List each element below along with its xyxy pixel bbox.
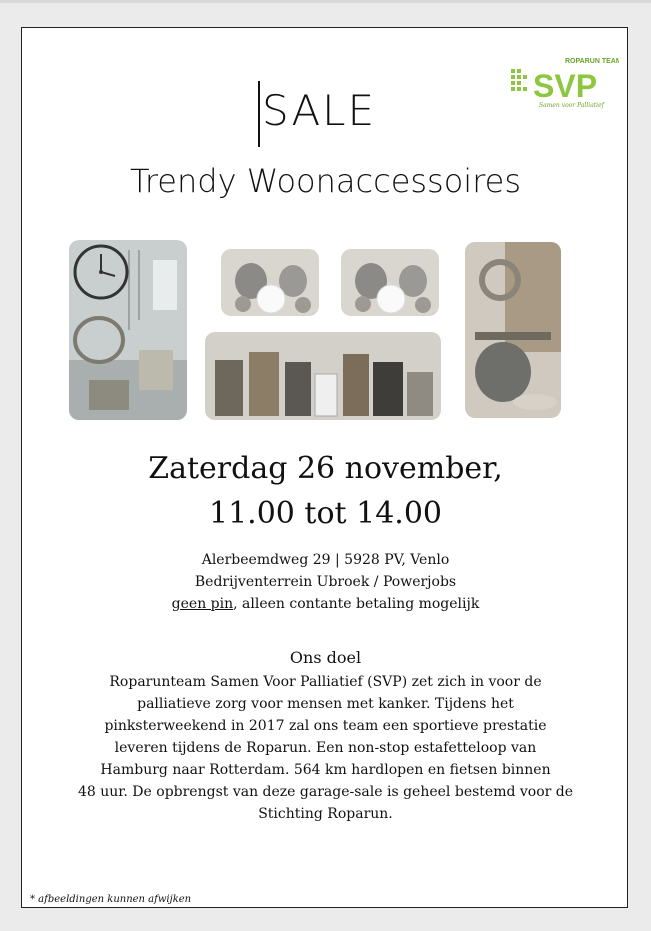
- payment-rest: , alleen contante betaling mogelijk: [233, 596, 480, 612]
- goal-line: pinksterweekend in 2017 zal ons team een sportieve prestatie: [104, 718, 547, 734]
- footnote: * afbeeldingen kunnen afwijken: [30, 894, 192, 905]
- goal-line: Roparunteam Samen Voor Palliatief (SVP) zet zich in voor de: [109, 674, 542, 690]
- flyer-page: [21, 27, 628, 908]
- payment-line: [22, 593, 629, 615]
- svp-logo: [509, 55, 619, 115]
- logo-team-label: ROPARUN TEAM: [565, 58, 619, 65]
- photo-clock-wall: [69, 240, 187, 420]
- photo-wreath-door: [465, 242, 561, 418]
- photo-lanterns-roses-1: [221, 249, 319, 316]
- goal-line: Hamburg naar Rotterdam. 564 km hardlopen en fietsen binnen: [100, 762, 551, 778]
- goal-body: [62, 671, 589, 825]
- logo-name: SVP: [533, 68, 598, 104]
- logo-tagline: Samen voor Palliatief: [539, 102, 604, 109]
- address-line-2: Bedrijventerrein Ubroek / Powerjobs: [194, 574, 457, 590]
- goal-line: leveren tijdens de Roparun. Een non-stop estafetteloop van: [114, 740, 537, 756]
- address-line-1: Alerbeemdweg 29 | 5928 PV, Venlo: [201, 552, 450, 568]
- payment-underlined: geen pin: [171, 596, 234, 612]
- event-date: Zaterdag 26 november,: [148, 451, 503, 486]
- goal-heading: Ons doel: [289, 648, 362, 667]
- event-time: 11.00 tot 14.00: [208, 496, 442, 531]
- goal-line: 48 uur. De opbrengst van deze garage-sale is geheel bestemd voor de: [77, 784, 574, 800]
- photo-lanterns-row: [205, 332, 441, 420]
- goal-line: Stichting Roparun.: [258, 806, 393, 822]
- top-border: [0, 0, 651, 3]
- page-title: SALE: [262, 86, 377, 135]
- photo-lanterns-roses-2: [341, 249, 439, 316]
- svp-logo-graphic: [509, 55, 619, 115]
- text-cursor: [258, 81, 260, 147]
- goal-line: palliatieve zorg voor mensen met kanker. Tijdens het: [137, 696, 514, 712]
- page-subtitle: Trendy Woonaccessoires: [130, 162, 521, 200]
